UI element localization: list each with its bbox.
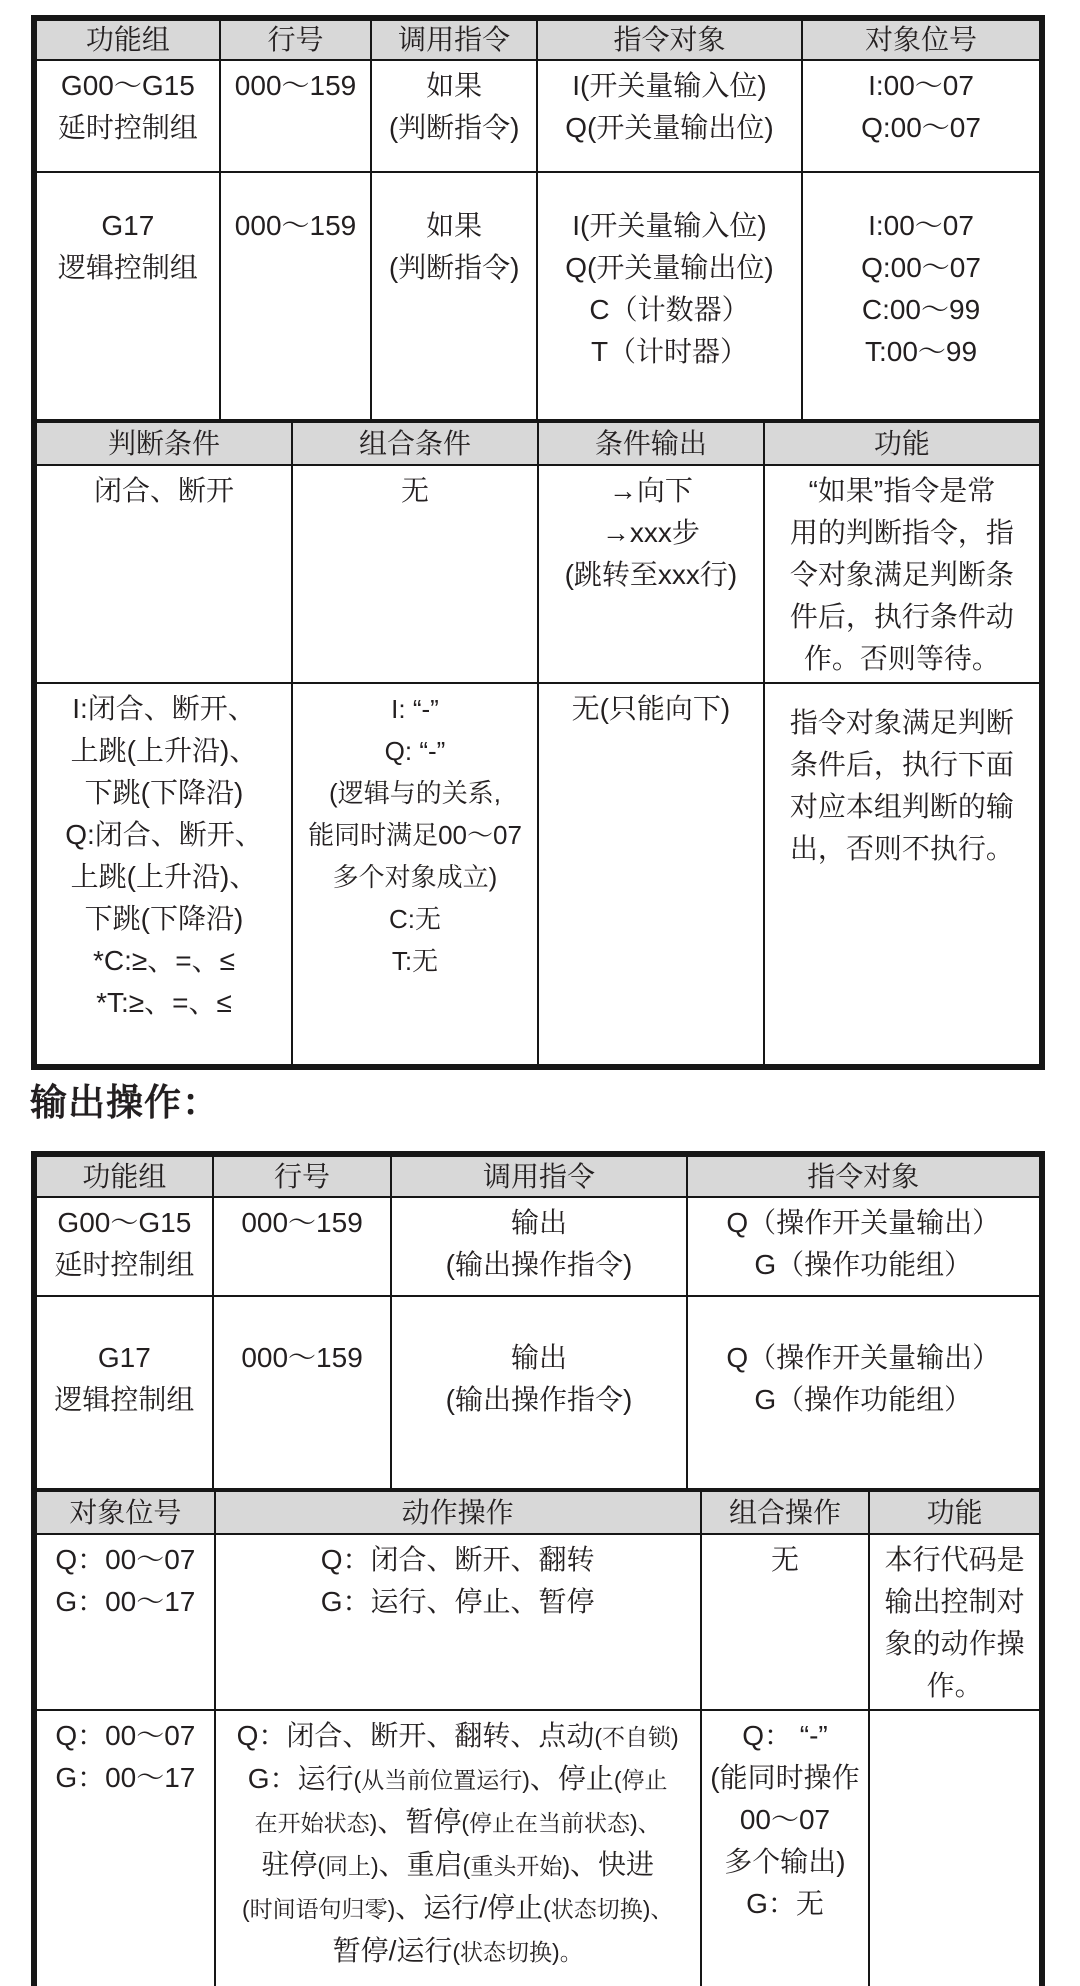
cell-line-number: 000～159 — [220, 60, 372, 172]
cell-instruction-object: Q（操作开关量输出） G（操作功能组） — [687, 1296, 1040, 1489]
table-row — [36, 465, 1040, 683]
cell-call-instruction: 输出 (输出操作指令) — [391, 1296, 686, 1489]
header-action-operation: 动作操作 — [215, 1491, 701, 1534]
header-instruction-object: 指令对象 — [537, 20, 802, 60]
cell-call-instruction: 输出 (输出操作指令) — [391, 1197, 686, 1296]
table-header-row — [36, 1491, 1040, 1534]
cell-combine-condition: 无 — [292, 465, 538, 683]
table-row — [36, 60, 1040, 172]
cell-condition-output: 无(只能向下) — [538, 683, 764, 1065]
header-function-group: 功能组 — [36, 20, 220, 60]
cell-object-bit: I:00～07 Q:00～07 C:00～99 T:00～99 — [802, 172, 1040, 420]
header-condition-output: 条件输出 — [538, 422, 764, 465]
table-header-row — [36, 20, 1040, 60]
table-row — [36, 683, 1040, 1065]
output-operation-table — [31, 1151, 1045, 1986]
cell-function-group: G00～G15 延时控制组 — [36, 1197, 213, 1296]
cell-function-group: G17 逻辑控制组 — [36, 172, 220, 420]
cell-function-group: G00～G15 延时控制组 — [36, 60, 220, 172]
header-function: 功能 — [869, 1491, 1040, 1534]
table-row — [36, 1197, 1040, 1296]
header-object-bit: 对象位号 — [802, 20, 1040, 60]
header-combine-operation: 组合操作 — [701, 1491, 870, 1534]
cell-judge-condition: I:闭合、断开、 上跳(上升沿)、 下跳(下降沿) Q:闭合、断开、 上跳(上升沿)、 下跳(下降沿) *C:≥、=、≤ *T:≥、=、≤ — [36, 683, 292, 1065]
table-row — [36, 1296, 1040, 1489]
cell-function: 指令对象满足判断 条件后，执行下面 对应本组判断的输 出，否则不执行。 — [764, 683, 1040, 1065]
header-judge-condition: 判断条件 — [36, 422, 292, 465]
header-function: 功能 — [764, 422, 1040, 465]
header-combine-condition: 组合条件 — [292, 422, 538, 465]
header-call-instruction: 调用指令 — [371, 20, 537, 60]
table-row — [36, 1534, 1040, 1710]
cell-function: “如果”指令是常 用的判断指令，指 令对象满足判断条 件后，执行条件动 作。否则等待。 — [764, 465, 1040, 683]
judge-table-part2 — [35, 421, 1041, 1066]
cell-line-number: 000～159 — [220, 172, 372, 420]
header-call-instruction: 调用指令 — [391, 1156, 686, 1197]
header-object-bit: 对象位号 — [36, 1491, 215, 1534]
header-line-number: 行号 — [213, 1156, 392, 1197]
cell-action-operation: Q：闭合、断开、翻转、点动(不自锁) G：运行(从当前位置运行)、停止(停止 在开始状态)、暂停(停止在当前状态)、 驻停(同上)、重启(重头开始)、快进 (时间语句归零)、运行/停止(状态切换)、 暂停/运行(状态切换)。 — [215, 1710, 701, 1986]
cell-instruction-object: I(开关量输入位) Q(开关量输出位) — [537, 60, 802, 172]
cell-line-number: 000～159 — [213, 1197, 392, 1296]
cell-instruction-object: I(开关量输入位) Q(开关量输出位) C（计数器） T（计时器） — [537, 172, 802, 420]
table-header-row — [36, 1156, 1040, 1197]
header-instruction-object: 指令对象 — [687, 1156, 1040, 1197]
table-header-row — [36, 422, 1040, 465]
cell-object-bit: I:00～07 Q:00～07 — [802, 60, 1040, 172]
output-table-part2 — [35, 1490, 1041, 1986]
cell-call-instruction: 如果 (判断指令) — [371, 172, 537, 420]
table-row — [36, 172, 1040, 420]
output-section-heading: 输出操作： — [30, 1082, 220, 1123]
table-row — [36, 1710, 1040, 1986]
output-table-part1 — [35, 1155, 1041, 1490]
judge-table-part1 — [35, 19, 1041, 421]
cell-combine-operation: Q： “-” (能同时操作 00～07 多个输出) G：无 — [701, 1710, 870, 1986]
cell-line-number: 000～159 — [213, 1296, 392, 1489]
header-function-group: 功能组 — [36, 1156, 213, 1197]
cell-combine-condition: I: “-” Q: “-” (逻辑与的关系, 能同时满足00～07 多个对象成立) C:无 T:无 — [292, 683, 538, 1065]
cell-judge-condition: 闭合、断开 — [36, 465, 292, 683]
cell-condition-output: →向下 →xxx步 (跳转至xxx行) — [538, 465, 764, 683]
judge-instruction-table — [31, 15, 1045, 1070]
cell-object-bit: Q：00～07 G：00～17 — [36, 1534, 215, 1710]
cell-object-bit: Q：00～07 G：00～17 — [36, 1710, 215, 1986]
cell-action-operation: Q：闭合、断开、翻转 G：运行、停止、暂停 — [215, 1534, 701, 1710]
cell-function — [869, 1710, 1040, 1986]
cell-call-instruction: 如果 (判断指令) — [371, 60, 537, 172]
cell-function-group: G17 逻辑控制组 — [36, 1296, 213, 1489]
cell-function: 本行代码是 输出控制对 象的动作操 作。 — [869, 1534, 1040, 1710]
cell-combine-operation: 无 — [701, 1534, 870, 1710]
cell-instruction-object: Q（操作开关量输出） G（操作功能组） — [687, 1197, 1040, 1296]
header-line-number: 行号 — [220, 20, 372, 60]
